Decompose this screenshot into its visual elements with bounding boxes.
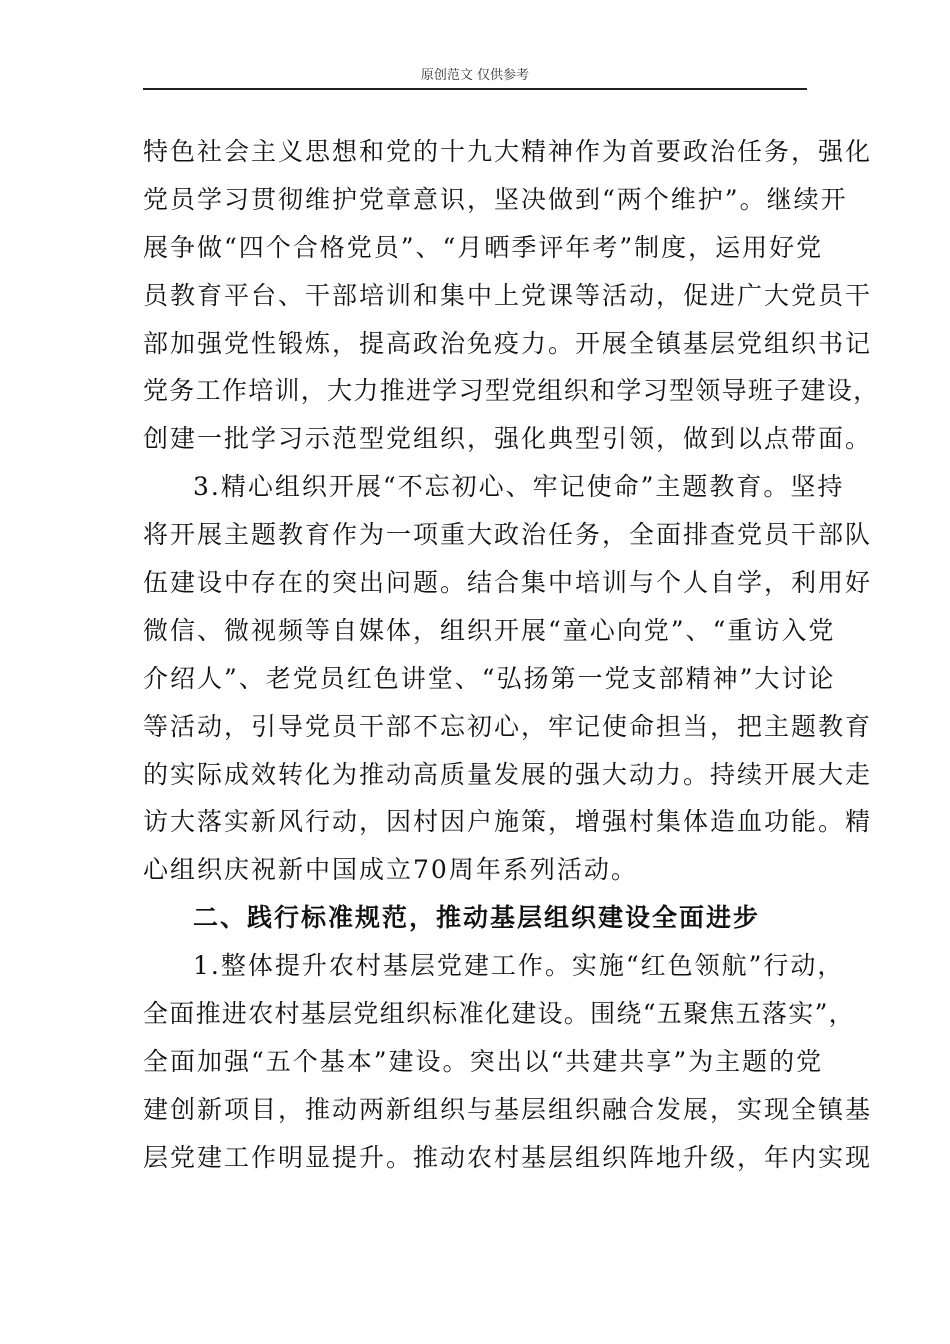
body-line: 的实际成效转化为推动高质量发展的强大动力。持续开展大走 — [143, 759, 873, 789]
body-line: 党员学习贯彻维护党章意识，坚决做到“两个维护”。继续开 — [143, 184, 848, 214]
body-line: 等活动，引导党员干部不忘初心，牢记使命担当，把主题教育 — [143, 711, 873, 741]
body-line: 创建一批学习示范型党组织，强化典型引领，做到以点带面。 — [143, 424, 873, 454]
body-line: 将开展主题教育作为一项重大政治任务，全面排查党员干部队 — [143, 520, 873, 550]
body-line: 展争做“四个合格党员”、“月晒季评年考”制度，运用好党 — [143, 232, 824, 262]
page-header — [143, 66, 807, 90]
body-line: 特色社会主义思想和党的十九大精神作为首要政治任务，强化 — [143, 137, 873, 166]
body-line: 层党建工作明显提升。推动农村基层组织阵地升级，年内实现 — [143, 1142, 873, 1172]
body-line: 建创新项目，推动两新组织与基层组织融合发展，实现全镇基 — [143, 1094, 873, 1124]
body-line: 微信、微视频等自媒体，组织开展“童心向党”、“重访入党 — [143, 615, 836, 645]
body-line: 部加强党性锻炼，提高政治免疫力。开展全镇基层党组织书记 — [143, 328, 873, 358]
body-line: 心组织庆祝新中国成立70周年系列活动。 — [143, 855, 638, 885]
body-line: 介绍人”、老党员红色讲堂、“弘扬第一党支部精神”大讨论 — [143, 663, 836, 693]
document-body — [143, 132, 880, 1186]
paragraph-start-line: 3.精心组织开展“不忘初心、牢记使命”主题教育。坚持 — [193, 472, 845, 502]
body-line: 全面推进农村基层党组织标准化建设。围绕“五聚焦五落实”， — [143, 999, 855, 1029]
body-line: 伍建设中存在的突出问题。结合集中培训与个人自学，利用好 — [143, 568, 873, 598]
body-line: 员教育平台、干部培训和集中上党课等活动，促进广大党员干 — [143, 280, 873, 310]
header-text: 原创范文 仅供参考 — [420, 68, 530, 83]
body-line: 全面加强“五个基本”建设。突出以“共建共享”为主题的党 — [143, 1046, 824, 1076]
body-line: 党务工作培训，大力推进学习型党组织和学习型领导班子建设， — [143, 376, 880, 406]
paragraph-start-line: 1.整体提升农村基层党建工作。实施“红色领航”行动， — [193, 951, 845, 981]
section-heading: 二、践行标准规范，推动基层组织建设全面进步 — [193, 903, 761, 933]
body-line: 访大落实新风行动，因村因户施策，增强村集体造血功能。精 — [143, 807, 873, 837]
